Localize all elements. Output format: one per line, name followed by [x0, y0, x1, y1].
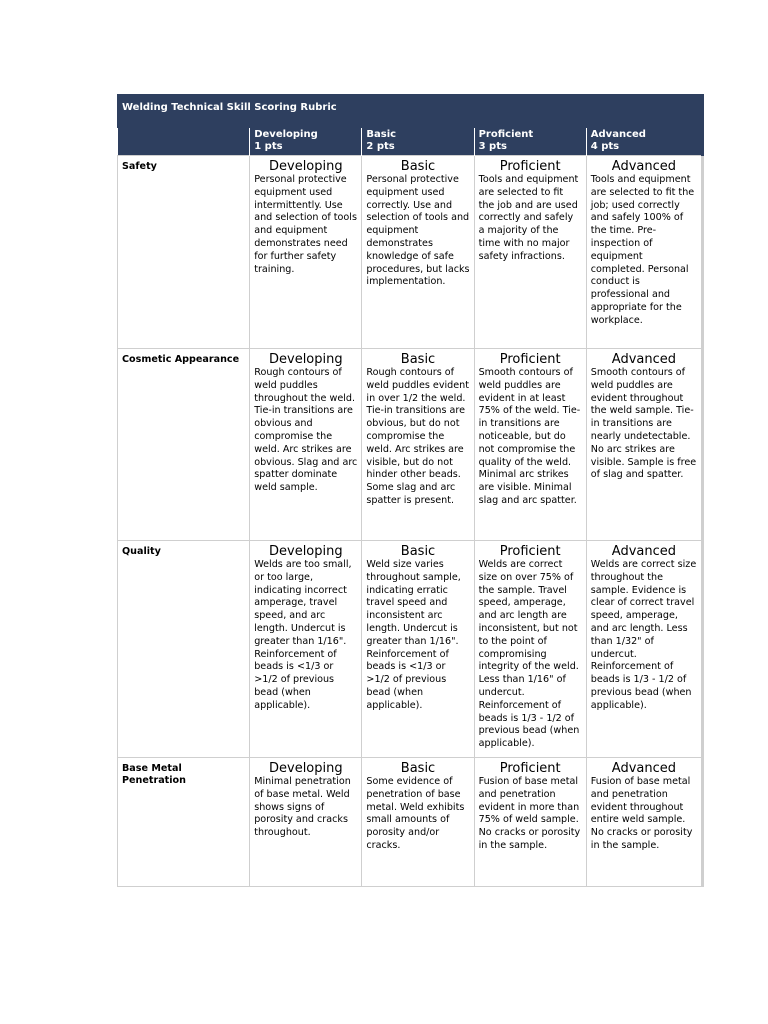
level-label: Basic	[400, 159, 436, 174]
table-row-quality	[118, 541, 703, 758]
header-developing: Developing 1 pts	[250, 128, 362, 156]
level-description: Smooth contours of weld puddles are evident throughout the weld sample. Tie-in transitions are nearly undetectable. No arc strikes are visible. Sample is free of slag and spatter.	[590, 367, 697, 481]
header-basic: Basic 2 pts	[362, 128, 474, 156]
rubric-cell	[586, 758, 702, 887]
criterion-label: Safety	[118, 156, 250, 349]
rubric-cell	[362, 758, 474, 887]
level-label: Proficient	[499, 159, 561, 174]
rubric-table	[117, 128, 704, 887]
rubric-cell	[250, 156, 362, 349]
rubric-cell	[362, 541, 474, 758]
level-description: Some evidence of penetration of base metal. Weld exhibits small amounts of porosity and/or cracks.	[366, 776, 465, 851]
rubric-cell	[586, 349, 702, 541]
rubric-cell	[586, 541, 702, 758]
level-label: Advanced	[611, 761, 676, 776]
level-label: Proficient	[499, 761, 561, 776]
level-label: Developing	[269, 761, 343, 776]
level-label: Developing	[269, 544, 343, 559]
level-label: Advanced	[611, 159, 676, 174]
criterion-label: Cosmetic Appearance	[118, 349, 250, 541]
rubric-cell	[250, 758, 362, 887]
header-row	[118, 128, 703, 156]
table-row-base-metal-penetration	[118, 758, 703, 887]
header-advanced: Advanced 4 pts	[586, 128, 702, 156]
level-description: Rough contours of weld puddles evident in over 1/2 the weld. Tie-in transitions are obvious, but do not compromise the weld. Arc strikes are visible, but do not hinder other beads. Some slag and arc spatter is present.	[366, 367, 470, 506]
level-label: Developing	[269, 159, 343, 174]
rubric-cell	[250, 541, 362, 758]
level-label: Basic	[400, 544, 436, 559]
level-label: Advanced	[611, 544, 676, 559]
level-description: Fusion of base metal and penetration evident throughout entire weld sample. No cracks or porosity in the sample.	[590, 776, 693, 851]
level-description: Rough contours of weld puddles throughout the weld. Tie-in transitions are obvious and compromise the weld. Arc strikes are obvious. Slag and arc spatter dominate weld sample.	[254, 367, 358, 494]
criterion-label: Quality	[118, 541, 250, 758]
level-description: Minimal penetration of base metal. Weld shows signs of porosity and cracks throughout.	[254, 776, 351, 839]
rubric-cell	[586, 156, 702, 349]
table-row-safety	[118, 156, 703, 349]
level-label: Developing	[269, 352, 343, 367]
rubric-cell	[474, 758, 586, 887]
level-label: Basic	[400, 761, 436, 776]
level-description: Weld size varies throughout sample, indicating erratic travel speed and inconsistent arc length. Undercut is greater than 1/16". Reinforcement of beads is <1/3 or >1/2 of previous bead (when applicable).	[366, 559, 461, 711]
level-label: Proficient	[499, 544, 561, 559]
rubric-title: Welding Technical Skill Scoring Rubric	[117, 94, 704, 128]
level-description: Fusion of base metal and penetration evident in more than 75% of weld sample. No cracks or porosity in the sample.	[478, 776, 581, 851]
level-label: Advanced	[611, 352, 676, 367]
header-proficient: Proficient 3 pts	[474, 128, 586, 156]
rubric-cell	[362, 156, 474, 349]
table-row-cosmetic-appearance	[118, 349, 703, 541]
level-description: Personal protective equipment used intermittently. Use and selection of tools and equipment demonstrates need for further safety training.	[254, 174, 357, 275]
level-description: Tools and equipment are selected to fit the job and are used correctly and safely a majority of the time with no major safety infractions.	[478, 174, 579, 262]
rubric-cell	[250, 349, 362, 541]
rubric-cell	[362, 349, 474, 541]
level-description: Welds are correct size throughout the sample. Evidence is clear of correct travel speed, amperage, and arc length. Less than 1/32" of undercut. Reinforcement of beads is 1/3 - 1/2 of previous bead (when applicable).	[590, 559, 697, 711]
criterion-label: Base Metal Penetration	[118, 758, 250, 887]
rubric-cell	[474, 156, 586, 349]
level-description: Personal protective equipment used correctly. Use and selection of tools and equipment demonstrates knowledge of safe procedures, but lacks implementation.	[366, 174, 470, 288]
level-description: Smooth contours of weld puddles are evident in at least 75% of the weld. Tie-in transitions are noticeable, but do not compromise the quality of the weld. Minimal arc strikes are visible. Minimal slag and arc spatter.	[478, 367, 581, 506]
level-label: Basic	[400, 352, 436, 367]
level-description: Welds are too small, or too large, indicating incorrect amperage, travel speed, and arc length. Undercut is greater than 1/16". Reinforcement of beads is <1/3 or >1/2 of previous bead (when applicable).	[254, 559, 352, 711]
level-description: Tools and equipment are selected to fit the job; used correctly and safely 100% of the time. Pre-inspection of equipment completed. Personal conduct is professional and appropriate for the workplace.	[590, 174, 695, 326]
rubric-cell	[474, 349, 586, 541]
level-label: Proficient	[499, 352, 561, 367]
header-criterion	[118, 128, 250, 156]
rubric	[117, 94, 704, 887]
level-description: Welds are correct size on over 75% of the sample. Travel speed, amperage, and arc length are inconsistent, but not to the point of compromising integrity of the weld. Less than 1/16" of undercut. Reinforcement of beads is 1/3 - 1/2 of previous bead (when applicable).	[478, 559, 580, 750]
rubric-cell	[474, 541, 586, 758]
